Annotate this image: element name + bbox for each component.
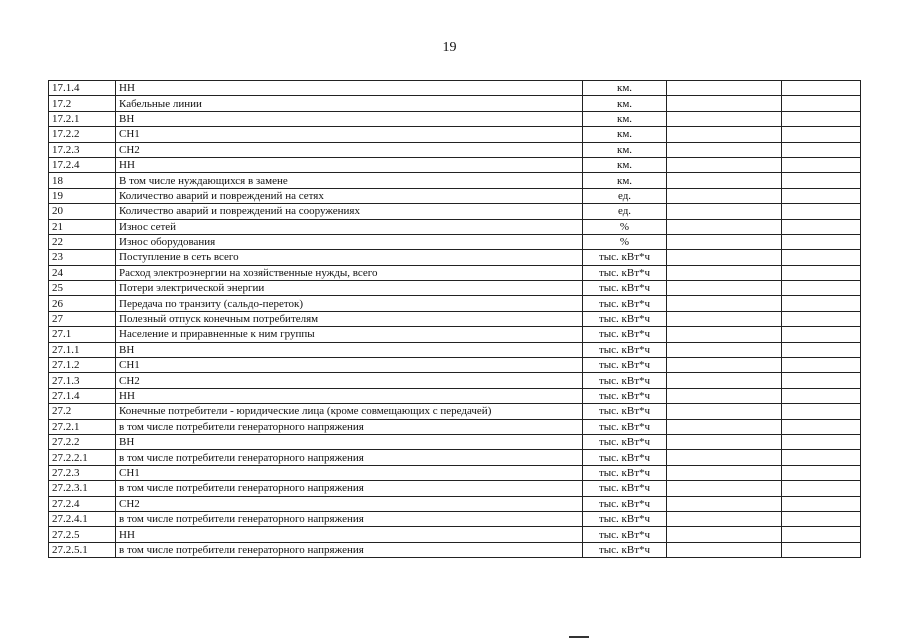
table-row: [49, 527, 861, 542]
row-name-cell: Конечные потребители - юридические лица (кроме совмещающих с передачей): [116, 404, 583, 419]
row-code-cell: 27.1.2: [49, 358, 116, 373]
row-unit-cell: тыс. кВт*ч: [583, 511, 667, 526]
row-unit-cell: км.: [583, 127, 667, 142]
table-row: [49, 219, 861, 234]
row-name-cell: Передача по транзиту (сальдо-переток): [116, 296, 583, 311]
row-code-cell: 18: [49, 173, 116, 188]
row-name-cell: СН1: [116, 127, 583, 142]
row-value-cell-1: [667, 434, 782, 449]
table-row: [49, 481, 861, 496]
row-name-cell: НН: [116, 527, 583, 542]
table-row: [49, 358, 861, 373]
row-value-cell-1: [667, 419, 782, 434]
row-name-cell: Кабельные линии: [116, 96, 583, 111]
row-unit-cell: тыс. кВт*ч: [583, 496, 667, 511]
row-code-cell: 27.1: [49, 327, 116, 342]
table-body: [49, 81, 861, 558]
row-value-cell-1: [667, 250, 782, 265]
row-value-cell-2: [782, 265, 861, 280]
row-unit-cell: тыс. кВт*ч: [583, 527, 667, 542]
table-row: [49, 234, 861, 249]
row-value-cell-1: [667, 142, 782, 157]
row-code-cell: 17.2.2: [49, 127, 116, 142]
row-value-cell-2: [782, 373, 861, 388]
row-value-cell-2: [782, 404, 861, 419]
table-row: [49, 296, 861, 311]
page-number: 19: [442, 40, 457, 55]
row-code-cell: 17.2.1: [49, 111, 116, 126]
row-unit-cell: тыс. кВт*ч: [583, 450, 667, 465]
row-name-cell: Население и приравненные к ним группы: [116, 327, 583, 342]
row-value-cell-1: [667, 373, 782, 388]
row-code-cell: 17.2.4: [49, 157, 116, 172]
row-code-cell: 26: [49, 296, 116, 311]
row-value-cell-2: [782, 311, 861, 326]
row-value-cell-1: [667, 311, 782, 326]
row-unit-cell: км.: [583, 157, 667, 172]
row-value-cell-2: [782, 419, 861, 434]
table-row: [49, 96, 861, 111]
row-code-cell: 27: [49, 311, 116, 326]
row-code-cell: 27.2.3.1: [49, 481, 116, 496]
row-code-cell: 27.1.3: [49, 373, 116, 388]
row-unit-cell: тыс. кВт*ч: [583, 373, 667, 388]
row-name-cell: ВН: [116, 111, 583, 126]
row-unit-cell: км.: [583, 111, 667, 126]
row-name-cell: СН2: [116, 373, 583, 388]
row-code-cell: 23: [49, 250, 116, 265]
row-unit-cell: км.: [583, 173, 667, 188]
row-unit-cell: км.: [583, 142, 667, 157]
row-value-cell-1: [667, 96, 782, 111]
row-value-cell-1: [667, 481, 782, 496]
row-code-cell: 27.2.5.1: [49, 542, 116, 557]
row-unit-cell: тыс. кВт*ч: [583, 311, 667, 326]
table-row: [49, 127, 861, 142]
row-value-cell-1: [667, 511, 782, 526]
row-unit-cell: тыс. кВт*ч: [583, 542, 667, 557]
row-value-cell-2: [782, 281, 861, 296]
row-value-cell-2: [782, 327, 861, 342]
row-unit-cell: тыс. кВт*ч: [583, 404, 667, 419]
row-name-cell: СН1: [116, 358, 583, 373]
table-row: [49, 188, 861, 203]
row-value-cell-2: [782, 511, 861, 526]
row-code-cell: 27.2.5: [49, 527, 116, 542]
row-value-cell-1: [667, 111, 782, 126]
row-value-cell-2: [782, 481, 861, 496]
row-value-cell-1: [667, 465, 782, 480]
row-value-cell-2: [782, 81, 861, 96]
row-value-cell-1: [667, 265, 782, 280]
row-unit-cell: ед.: [583, 188, 667, 203]
table-row: [49, 496, 861, 511]
row-unit-cell: тыс. кВт*ч: [583, 327, 667, 342]
row-name-cell: СН2: [116, 142, 583, 157]
scan-mark: [569, 636, 589, 638]
row-value-cell-2: [782, 204, 861, 219]
row-name-cell: В том числе нуждающихся в замене: [116, 173, 583, 188]
row-name-cell: СН2: [116, 496, 583, 511]
row-value-cell-1: [667, 173, 782, 188]
row-value-cell-1: [667, 404, 782, 419]
row-value-cell-2: [782, 465, 861, 480]
row-name-cell: Количество аварий и повреждений на сооружениях: [116, 204, 583, 219]
row-value-cell-1: [667, 496, 782, 511]
row-value-cell-2: [782, 342, 861, 357]
table-row: [49, 434, 861, 449]
table-row: [49, 281, 861, 296]
row-unit-cell: тыс. кВт*ч: [583, 265, 667, 280]
row-code-cell: 27.2.4: [49, 496, 116, 511]
row-unit-cell: тыс. кВт*ч: [583, 250, 667, 265]
row-value-cell-1: [667, 327, 782, 342]
table-row: [49, 173, 861, 188]
row-name-cell: в том числе потребители генераторного напряжения: [116, 419, 583, 434]
row-value-cell-2: [782, 434, 861, 449]
row-name-cell: Потери электрической энергии: [116, 281, 583, 296]
row-name-cell: СН1: [116, 465, 583, 480]
row-value-cell-1: [667, 188, 782, 203]
row-code-cell: 17.2.3: [49, 142, 116, 157]
row-value-cell-2: [782, 142, 861, 157]
table-row: [49, 511, 861, 526]
row-value-cell-2: [782, 234, 861, 249]
row-code-cell: 22: [49, 234, 116, 249]
row-value-cell-2: [782, 157, 861, 172]
row-value-cell-2: [782, 358, 861, 373]
table-row: [49, 111, 861, 126]
row-value-cell-1: [667, 281, 782, 296]
row-value-cell-2: [782, 219, 861, 234]
indicators-table: [48, 80, 861, 558]
row-unit-cell: ед.: [583, 204, 667, 219]
table-row: [49, 404, 861, 419]
row-value-cell-2: [782, 450, 861, 465]
row-name-cell: Полезный отпуск конечным потребителям: [116, 311, 583, 326]
row-value-cell-2: [782, 96, 861, 111]
table-row: [49, 81, 861, 96]
row-unit-cell: тыс. кВт*ч: [583, 481, 667, 496]
row-name-cell: Износ оборудования: [116, 234, 583, 249]
row-code-cell: 27.2.1: [49, 419, 116, 434]
table-row: [49, 388, 861, 403]
row-code-cell: 27.2.4.1: [49, 511, 116, 526]
row-unit-cell: тыс. кВт*ч: [583, 465, 667, 480]
row-code-cell: 27.2.2.1: [49, 450, 116, 465]
row-name-cell: Количество аварий и повреждений на сетях: [116, 188, 583, 203]
row-value-cell-2: [782, 127, 861, 142]
row-value-cell-2: [782, 188, 861, 203]
table-row: [49, 373, 861, 388]
table-row: [49, 142, 861, 157]
row-value-cell-1: [667, 342, 782, 357]
row-name-cell: НН: [116, 388, 583, 403]
row-value-cell-2: [782, 111, 861, 126]
table-row: [49, 250, 861, 265]
row-unit-cell: тыс. кВт*ч: [583, 342, 667, 357]
table-row: [49, 542, 861, 557]
table-row: [49, 204, 861, 219]
row-value-cell-1: [667, 127, 782, 142]
row-name-cell: в том числе потребители генераторного напряжения: [116, 481, 583, 496]
row-value-cell-1: [667, 234, 782, 249]
row-unit-cell: км.: [583, 96, 667, 111]
row-unit-cell: %: [583, 219, 667, 234]
row-value-cell-2: [782, 173, 861, 188]
row-value-cell-1: [667, 358, 782, 373]
row-unit-cell: тыс. кВт*ч: [583, 388, 667, 403]
row-code-cell: 20: [49, 204, 116, 219]
row-value-cell-1: [667, 542, 782, 557]
table-row: [49, 342, 861, 357]
row-value-cell-2: [782, 527, 861, 542]
row-value-cell-1: [667, 527, 782, 542]
row-value-cell-2: [782, 388, 861, 403]
row-value-cell-1: [667, 219, 782, 234]
row-name-cell: в том числе потребители генераторного напряжения: [116, 450, 583, 465]
row-unit-cell: км.: [583, 81, 667, 96]
row-code-cell: 25: [49, 281, 116, 296]
row-name-cell: НН: [116, 81, 583, 96]
row-value-cell-1: [667, 157, 782, 172]
row-name-cell: в том числе потребители генераторного напряжения: [116, 542, 583, 557]
row-value-cell-1: [667, 388, 782, 403]
row-value-cell-2: [782, 296, 861, 311]
row-code-cell: 17.1.4: [49, 81, 116, 96]
table-row: [49, 157, 861, 172]
table-row: [49, 311, 861, 326]
row-unit-cell: тыс. кВт*ч: [583, 281, 667, 296]
row-code-cell: 24: [49, 265, 116, 280]
row-code-cell: 21: [49, 219, 116, 234]
row-unit-cell: тыс. кВт*ч: [583, 419, 667, 434]
row-value-cell-1: [667, 296, 782, 311]
row-unit-cell: тыс. кВт*ч: [583, 434, 667, 449]
row-value-cell-1: [667, 450, 782, 465]
table-row: [49, 327, 861, 342]
row-value-cell-1: [667, 81, 782, 96]
row-value-cell-2: [782, 496, 861, 511]
row-name-cell: Износ сетей: [116, 219, 583, 234]
table-row: [49, 265, 861, 280]
row-code-cell: 19: [49, 188, 116, 203]
row-name-cell: в том числе потребители генераторного напряжения: [116, 511, 583, 526]
row-name-cell: Расход электроэнергии на хозяйственные нужды, всего: [116, 265, 583, 280]
table-row: [49, 465, 861, 480]
row-code-cell: 27.1.1: [49, 342, 116, 357]
table-row: [49, 450, 861, 465]
row-name-cell: ВН: [116, 342, 583, 357]
row-value-cell-1: [667, 204, 782, 219]
row-name-cell: НН: [116, 157, 583, 172]
row-name-cell: ВН: [116, 434, 583, 449]
row-code-cell: 27.2.3: [49, 465, 116, 480]
row-value-cell-2: [782, 542, 861, 557]
row-unit-cell: тыс. кВт*ч: [583, 296, 667, 311]
row-code-cell: 17.2: [49, 96, 116, 111]
row-code-cell: 27.2.2: [49, 434, 116, 449]
row-code-cell: 27.1.4: [49, 388, 116, 403]
row-unit-cell: тыс. кВт*ч: [583, 358, 667, 373]
row-name-cell: Поступление в сеть всего: [116, 250, 583, 265]
row-unit-cell: %: [583, 234, 667, 249]
row-code-cell: 27.2: [49, 404, 116, 419]
row-value-cell-2: [782, 250, 861, 265]
table-row: [49, 419, 861, 434]
